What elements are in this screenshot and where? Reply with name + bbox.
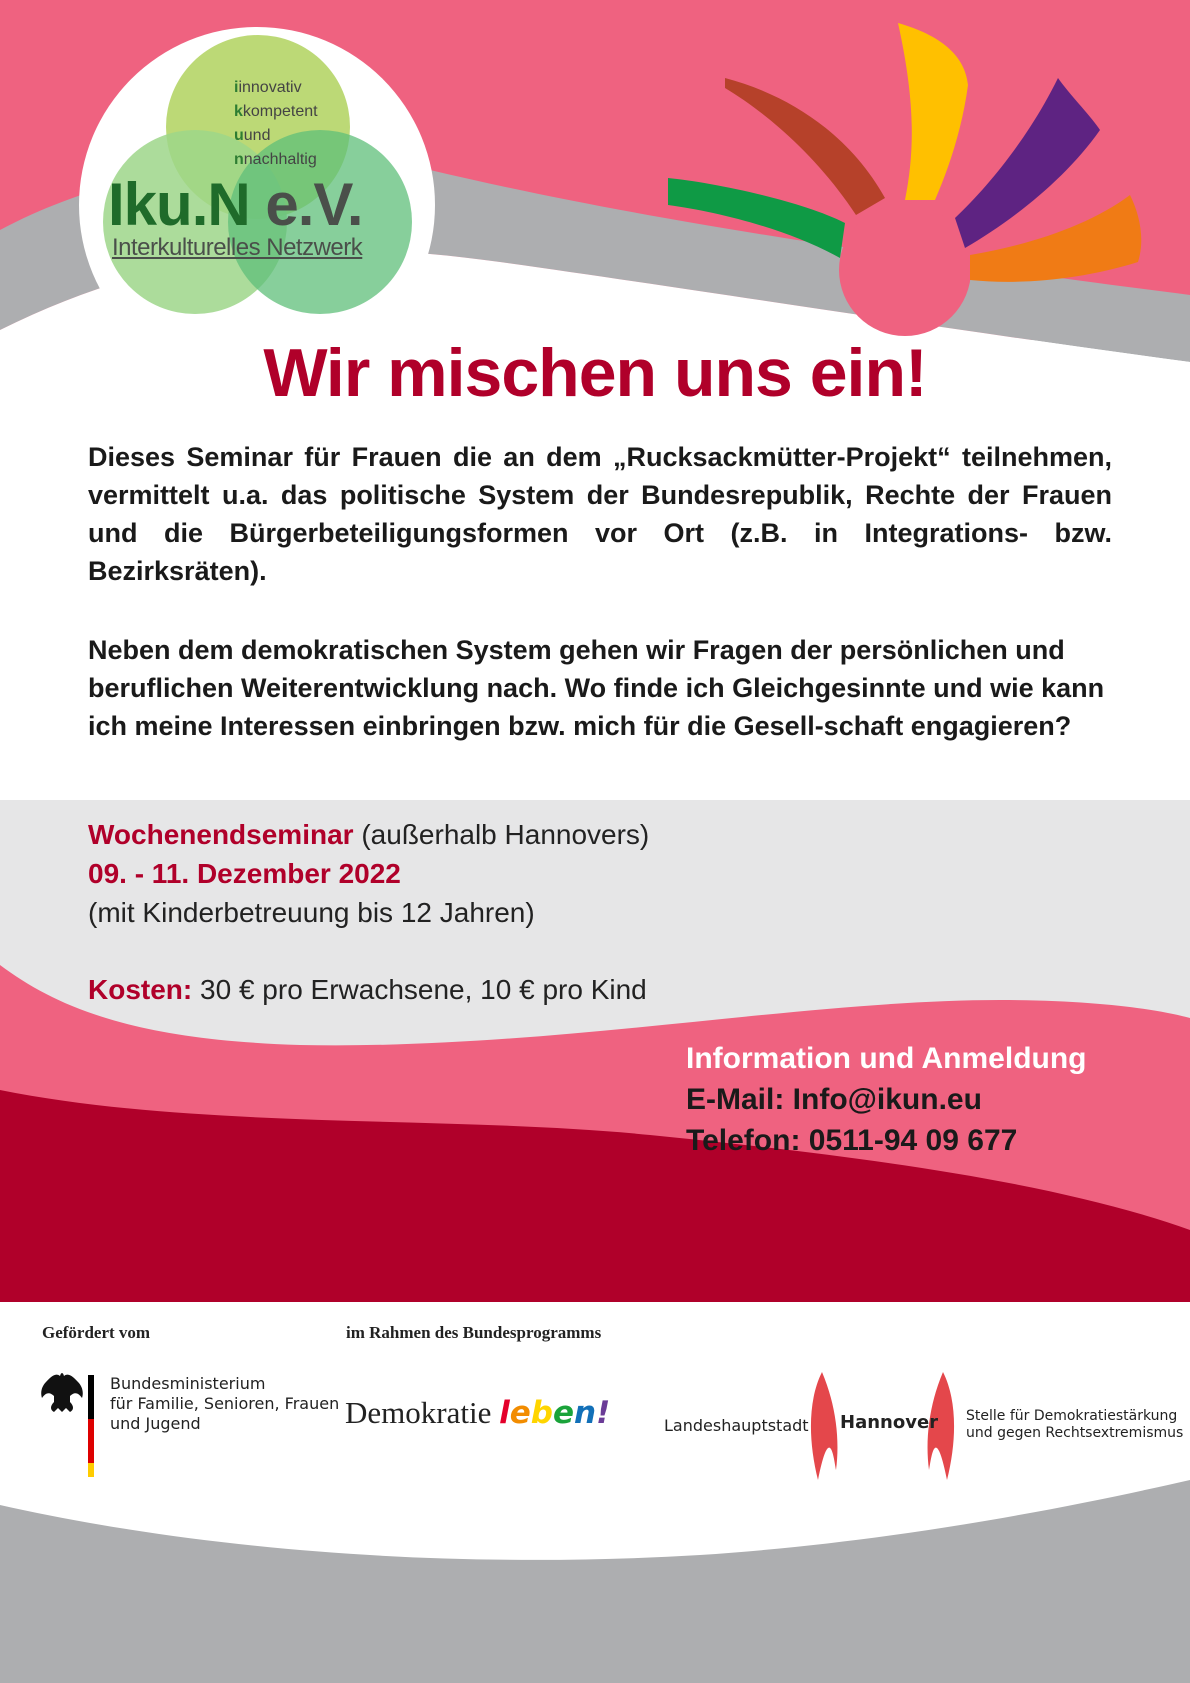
office-line: Stelle für Demokratiestärkung: [966, 1408, 1178, 1424]
ministry-line: Bundesministerium: [110, 1374, 266, 1393]
email-label: E-Mail:: [686, 1083, 793, 1116]
event-childcare: (mit Kinderbetreuung bis 12 Jahren): [88, 897, 535, 928]
logo-tagline-line: iinnovativ: [234, 79, 302, 96]
contact-phone-line: [686, 1120, 1166, 1161]
event-type-line: [88, 815, 888, 854]
logo-name-green: Iku.N: [108, 171, 250, 238]
second-paragraph: Neben dem demokratischen System gehen wir Fragen der persönlichen und beruflichen Weiterentwicklung nach. Wo finde ich Gleichgesinnte und wie kann ich meine Interessen einbringen bzw. mich für die Gesell-schaft engagieren?: [88, 635, 1105, 741]
headline: Wir mischen uns ein!: [263, 335, 927, 411]
logo-subtitle: Interkulturelles Netzwerk: [112, 234, 363, 261]
intro-paragraph: Dieses Seminar für Frauen die an dem „Rucksackmütter-Projekt“ teilnehmen, vermittelt u.a. das politische System der Bundesrepublik, Rechte der Frauen und die Bürgerbeteiligungsformen vor Ort (z.B. in Integrations- bzw. Bezirksräten).: [88, 442, 1112, 586]
cost-label: Kosten:: [88, 974, 193, 1005]
event-type: Wochenendseminar: [88, 819, 354, 850]
logo-name-gray: e.V.: [265, 171, 363, 238]
program-label: im Rahmen des Bundesprogramms: [346, 1323, 602, 1342]
email-link[interactable]: Info@ikun.eu: [792, 1083, 982, 1116]
event-date: 09. - 11. Dezember 2022: [88, 858, 401, 889]
funded-by-label: Gefördert vom: [42, 1323, 151, 1342]
logo-tagline-line: nnachhaltig: [234, 151, 317, 168]
office-line: und gegen Rechtsextremismus: [966, 1425, 1184, 1441]
demokratie-leben-logo: [345, 1395, 610, 1431]
office-name: [966, 1408, 1183, 1442]
ministry-line: und Jugend: [110, 1414, 201, 1433]
logo-tagline: [234, 76, 318, 172]
contact-email-line: [686, 1079, 1166, 1120]
flag-black: [88, 1375, 94, 1419]
ministry-name: [110, 1374, 339, 1434]
program-name: Demokratie: [345, 1395, 492, 1430]
flag-red: [88, 1419, 94, 1463]
contact-block: [686, 1038, 1166, 1161]
event-info: [88, 815, 888, 1009]
phone-number[interactable]: 0511-94 09 677: [808, 1124, 1018, 1157]
ministry-line: für Familie, Senioren, Frauen: [110, 1394, 340, 1413]
contact-heading: Information und Anmeldung: [686, 1042, 1087, 1075]
event-cost-line: [88, 970, 888, 1009]
program-word: leben!: [499, 1395, 611, 1431]
logo-tagline-line: kkompetent: [234, 103, 318, 120]
flag-gold: [88, 1463, 94, 1477]
logo-tagline-line: uund: [234, 127, 271, 144]
city-name: Hannover: [840, 1412, 939, 1433]
sun-center: [839, 204, 971, 336]
city-label: Landeshauptstadt: [664, 1416, 809, 1435]
phone-label: Telefon:: [686, 1124, 809, 1157]
cost-value: 30 € pro Erwachsene, 10 € pro Kind: [200, 974, 647, 1005]
logo-name: [108, 170, 363, 239]
event-type-note: (außerhalb Hannovers): [361, 819, 650, 850]
